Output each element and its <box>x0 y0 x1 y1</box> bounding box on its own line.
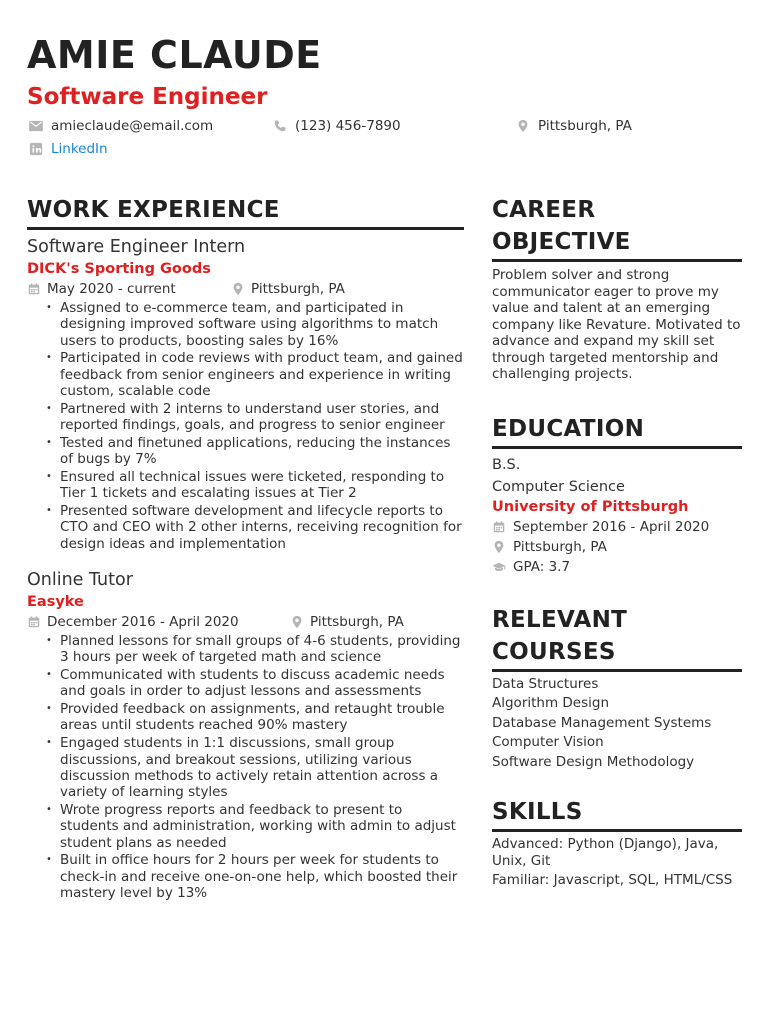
education-dates <box>492 517 742 537</box>
objective-text: Problem solver and strong communicator eager to prove my value and talent at an emerging company like Revature. Motivated to advance and expand my skill set through targeted mentorship and challenging projects. <box>492 267 741 382</box>
work-experience-section <box>27 194 464 903</box>
career-objective-heading <box>492 194 742 262</box>
gpa-text: GPA: 3.7 <box>513 558 571 575</box>
list-item: • Ensured all technical issues were ticketed, responding to Tier 1 tickets and escalating issues at Tier 2 <box>60 469 464 502</box>
job-bullets <box>27 300 464 552</box>
contact-phone <box>273 117 401 135</box>
phone-icon <box>273 119 287 133</box>
education-location <box>492 537 742 557</box>
list-item: • Provided feedback on assignments, and retaught trouble areas until students reached 90% mastery <box>60 701 464 734</box>
degree: B.S. <box>492 456 521 473</box>
job-role: Software Engineer <box>27 84 268 110</box>
job-entry <box>27 236 464 552</box>
education-gpa <box>492 557 742 577</box>
list-item: • Engaged students in 1:1 discussions, small group discussions, and breakout sessions, utilizing various discussion methods to actively retain attention across a variety of learning styles <box>60 735 464 800</box>
job-entry <box>27 569 464 901</box>
heading-line: OBJECTIVE <box>492 229 631 255</box>
list-item: • Planned lessons for small groups of 4-6 students, providing 3 hours per week of targeted math and science <box>60 633 464 666</box>
job-location: Pittsburgh, PA <box>310 613 404 630</box>
list-item: Algorithm Design <box>492 695 610 711</box>
skills-heading: SKILLS <box>492 796 742 832</box>
map-pin-icon <box>492 540 506 554</box>
graduation-cap-icon <box>492 560 506 574</box>
map-pin-icon <box>290 615 304 629</box>
school-name: University of Pittsburgh <box>492 498 689 515</box>
skills-familiar: Familiar: Javascript, SQL, HTML/CSS <box>492 872 733 888</box>
career-objective-section <box>492 194 742 383</box>
list-item: Data Structures <box>492 675 599 692</box>
list-item: Database Management Systems <box>492 714 712 731</box>
list-item: Computer Vision <box>492 734 604 750</box>
heading-line: COURSES <box>492 638 616 665</box>
list-item: • Built in office hours for 2 hours per week for students to check-in and receive one-on-one help, which boosted their mastery level by 13% <box>60 852 464 901</box>
calendar-icon <box>492 520 506 534</box>
candidate-name: AMIE CLAUDE <box>27 33 322 77</box>
list-item: Software Design Methodology <box>492 753 695 770</box>
job-dates: December 2016 - April 2020 <box>47 613 239 630</box>
linkedin-link[interactable]: LinkedIn <box>51 141 108 157</box>
envelope-icon <box>29 119 43 133</box>
education-section <box>492 413 742 577</box>
phone-text: (123) 456-7890 <box>295 118 401 134</box>
education-heading: EDUCATION <box>492 413 742 449</box>
list-item: • Tested and finetuned applications, reducing the instances of bugs by 7% <box>60 435 464 468</box>
heading-line: CAREER <box>492 197 596 223</box>
list-item: • Wrote progress reports and feedback to present to students and administration, working with admin to adjust student plans as needed <box>60 802 464 851</box>
list-item: • Communicated with students to discuss academic needs and goals in order to adjust lessons and assessments <box>60 667 464 700</box>
job-title: Software Engineer Intern <box>27 237 246 257</box>
calendar-icon <box>27 615 41 629</box>
location-text: Pittsburgh, PA <box>538 118 632 134</box>
job-title: Online Tutor <box>27 569 133 590</box>
job-bullets <box>27 633 464 901</box>
map-pin-icon <box>231 282 245 296</box>
contact-email <box>29 117 213 135</box>
relevant-courses-section <box>492 604 742 773</box>
location-text: Pittsburgh, PA <box>513 538 607 555</box>
job-meta <box>27 613 464 631</box>
skills-advanced: Advanced: Python (Django), Java, Unix, Git <box>492 836 719 869</box>
company-name: DICK's Sporting Goods <box>27 261 211 277</box>
job-location: Pittsburgh, PA <box>251 281 345 297</box>
list-item: • Presented software development and lifecycle reports to CTO and CEO with 2 other interns, receiving recognition for design ideas and implementation <box>60 503 464 552</box>
company-name: Easyke <box>27 593 84 610</box>
list-item: • Partnered with 2 interns to understand user stories, and reported findings, goals, and progress to senior engineer <box>60 401 464 434</box>
email-text: amieclaude@email.com <box>51 118 214 134</box>
sidebar-column <box>492 194 742 889</box>
list-item: • Participated in code reviews with product team, and gained feedback from senior engineers and experience in writing custom, scalable code <box>60 350 464 399</box>
course-list <box>492 675 742 773</box>
heading-line: RELEVANT <box>492 606 628 633</box>
date-range: September 2016 - April 2020 <box>513 518 710 535</box>
contact-linkedin <box>29 140 108 158</box>
field-of-study: Computer Science <box>492 478 625 495</box>
job-dates: May 2020 - current <box>47 281 176 297</box>
work-experience-heading: WORK EXPERIENCE <box>27 194 464 230</box>
linkedin-icon <box>29 142 43 156</box>
contact-location <box>516 117 632 135</box>
list-item: • Assigned to e-commerce team, and participated in designing improved software using algorithms to match users to products, boosting sales by 16% <box>60 300 464 349</box>
calendar-icon <box>27 282 41 296</box>
skills-section <box>492 796 742 889</box>
map-pin-icon <box>516 119 530 133</box>
relevant-courses-heading <box>492 604 742 672</box>
job-meta <box>27 280 464 298</box>
